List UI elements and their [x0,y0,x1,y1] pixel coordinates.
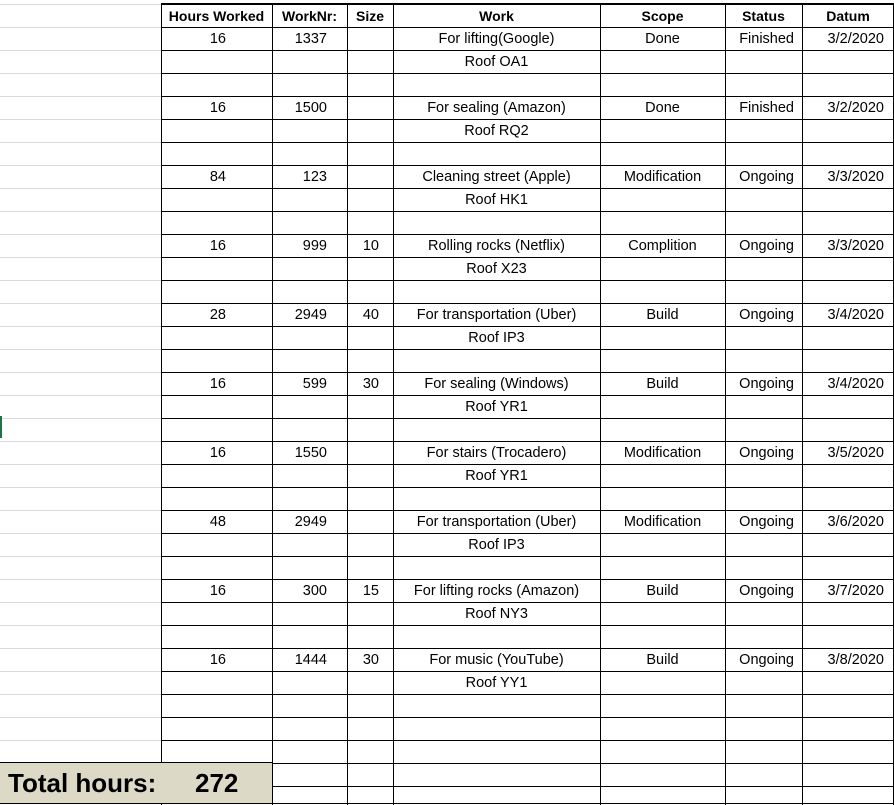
gridline-horizontal [0,441,161,442]
cell-roof[interactable]: Roof YR1 [465,467,528,484]
cell-hours[interactable]: 28 [209,306,226,323]
gridline-horizontal [0,694,161,695]
cell-hours[interactable]: 16 [209,375,226,392]
cell-worknr[interactable]: 599 [302,375,327,392]
gridline-horizontal [0,418,161,419]
cell-size[interactable] [347,441,393,464]
gridline-horizontal [0,303,161,304]
row-border [161,280,894,281]
gridline-horizontal [0,211,161,212]
gridline-horizontal [0,280,161,281]
cell-worknr[interactable]: 999 [302,237,327,254]
cell-size[interactable] [347,510,393,533]
cell-worknr[interactable]: 1500 [294,99,327,116]
cell-hours[interactable]: 16 [209,99,226,116]
cell-roof[interactable]: Roof YY1 [465,674,528,691]
gridline-horizontal [0,142,161,143]
row-border [161,487,894,488]
cell-scope[interactable]: Build [646,651,679,668]
cell-hours[interactable]: 16 [209,30,226,47]
gridline-horizontal [0,27,161,28]
header-scope[interactable]: Scope [641,7,684,24]
cell-size[interactable] [347,96,393,119]
gridline-horizontal [0,96,161,97]
gridline-horizontal [0,50,161,51]
row-border [161,717,894,718]
cell-work[interactable]: For sealing (Amazon) [427,99,566,116]
cell-roof[interactable]: Roof RQ2 [464,122,529,139]
cell-roof[interactable]: Roof YR1 [465,398,528,415]
cell-worknr[interactable]: 300 [302,582,327,599]
cell-datum[interactable]: 3/3/2020 [827,237,884,254]
header-status[interactable]: Status [742,7,785,24]
gridline-horizontal [0,464,161,465]
cell-hours[interactable]: 48 [209,513,226,530]
cell-work[interactable]: Cleaning street (Apple) [422,168,571,185]
cell-status[interactable]: Ongoing [739,237,794,254]
header-hours-worked[interactable]: Hours Worked [168,7,265,24]
cell-status[interactable]: Ongoing [739,513,794,530]
cell-scope[interactable]: Complition [628,237,697,254]
row-border [161,418,894,419]
cell-datum[interactable]: 3/4/2020 [827,306,884,323]
gridline-horizontal [0,740,161,741]
cell-work[interactable]: For stairs (Trocadero) [426,444,567,461]
total-hours-label: Total hours: [0,763,161,803]
row-border [161,211,894,212]
header-worknr[interactable]: WorkNr: [282,7,337,24]
column-border [725,3,726,805]
cell-hours[interactable]: 16 [209,651,226,668]
row-border [161,73,894,74]
cell-hours[interactable]: 16 [209,582,226,599]
gridline-horizontal [0,188,161,189]
column-border [802,3,803,805]
cell-work[interactable]: For lifting rocks (Amazon) [413,582,580,599]
gridline-horizontal [0,579,161,580]
header-work[interactable]: Work [479,7,514,24]
cell-status[interactable]: Ongoing [739,375,794,392]
cell-worknr[interactable]: 1337 [294,30,327,47]
gridline-horizontal [0,717,161,718]
cell-datum[interactable]: 3/2/2020 [827,30,884,47]
cell-roof[interactable]: Roof HK1 [465,191,528,208]
row-border [161,694,894,695]
cell-work[interactable]: For lifting(Google) [438,30,555,47]
cell-size[interactable] [347,27,393,50]
cell-status[interactable]: Finished [739,99,794,116]
column-border [347,3,348,805]
row-border [161,740,894,741]
cell-status[interactable]: Ongoing [739,306,794,323]
total-hours-value: 272 [161,763,272,803]
gridline-horizontal [0,602,161,603]
cell-work[interactable]: For sealing (Windows) [424,375,569,392]
cell-status[interactable]: Ongoing [739,168,794,185]
header-size[interactable]: Size [355,7,384,24]
cell-size[interactable]: 10 [362,237,379,254]
cell-size[interactable]: 30 [362,375,379,392]
cell-roof[interactable]: Roof IP3 [468,536,525,553]
gridline-horizontal [0,4,161,5]
cell-status[interactable]: Ongoing [739,444,794,461]
cell-work[interactable]: For music (YouTube) [429,651,564,668]
cell-worknr[interactable]: 2949 [294,513,327,530]
cell-scope[interactable]: Modification [623,513,702,530]
gridline-horizontal [0,372,161,373]
cell-datum[interactable]: 3/8/2020 [827,651,884,668]
cell-worknr[interactable]: 1444 [294,651,327,668]
gridline-horizontal [0,257,161,258]
row-border [161,625,894,626]
cell-worknr[interactable]: 123 [302,168,327,185]
cell-size[interactable]: 30 [362,651,379,668]
cell-status[interactable]: Finished [739,30,794,47]
cell-hours[interactable]: 16 [209,237,226,254]
cell-size[interactable]: 15 [362,582,379,599]
cell-work[interactable]: Rolling rocks (Netflix) [428,237,565,254]
cell-datum[interactable]: 3/4/2020 [827,375,884,392]
cell-scope[interactable]: Build [646,582,679,599]
cell-hours[interactable]: 16 [209,444,226,461]
row-border [161,142,894,143]
gridline-horizontal [0,165,161,166]
gridline-horizontal [0,648,161,649]
cell-status[interactable]: Ongoing [739,582,794,599]
cell-scope[interactable]: Build [646,375,679,392]
cell-worknr[interactable]: 1550 [294,444,327,461]
column-border [600,3,601,805]
column-border [272,3,273,805]
cell-datum[interactable]: 3/5/2020 [827,444,884,461]
cell-roof[interactable]: Roof OA1 [464,53,529,70]
cell-scope[interactable]: Done [645,30,680,47]
cell-scope[interactable]: Build [646,306,679,323]
cell-size[interactable] [347,165,393,188]
cell-size[interactable]: 40 [362,306,379,323]
gridline-horizontal [0,487,161,488]
cell-scope[interactable]: Modification [623,444,702,461]
gridline-horizontal [0,625,161,626]
selection-indicator [0,416,2,438]
row-border [161,556,894,557]
cell-work[interactable]: For transportation (Uber) [416,513,577,530]
gridline-horizontal [0,234,161,235]
total-top-border [0,762,272,763]
cell-roof[interactable]: Roof X23 [466,260,527,277]
gridline-horizontal [0,349,161,350]
cell-scope[interactable]: Modification [623,168,702,185]
gridline-horizontal [0,510,161,511]
row-border [161,349,894,350]
header-datum[interactable]: Datum [826,7,870,24]
cell-datum[interactable]: 3/6/2020 [827,513,884,530]
gridline-horizontal [0,73,161,74]
gridline-horizontal [0,671,161,672]
cell-datum[interactable]: 3/7/2020 [827,582,884,599]
column-border [161,3,162,805]
cell-status[interactable]: Ongoing [739,651,794,668]
gridline-horizontal [0,533,161,534]
cell-worknr[interactable]: 2949 [294,306,327,323]
cell-datum[interactable]: 3/3/2020 [827,168,884,185]
bottom-border [0,803,894,804]
cell-datum[interactable]: 3/2/2020 [827,99,884,116]
gridline-horizontal [0,556,161,557]
gridline-horizontal [0,119,161,120]
gridline-horizontal [0,395,161,396]
cell-roof[interactable]: Roof IP3 [468,329,525,346]
gridline-horizontal [0,326,161,327]
cell-hours[interactable]: 84 [209,168,226,185]
cell-work[interactable]: For transportation (Uber) [416,306,577,323]
cell-roof[interactable]: Roof NY3 [465,605,528,622]
cell-scope[interactable]: Done [645,99,680,116]
